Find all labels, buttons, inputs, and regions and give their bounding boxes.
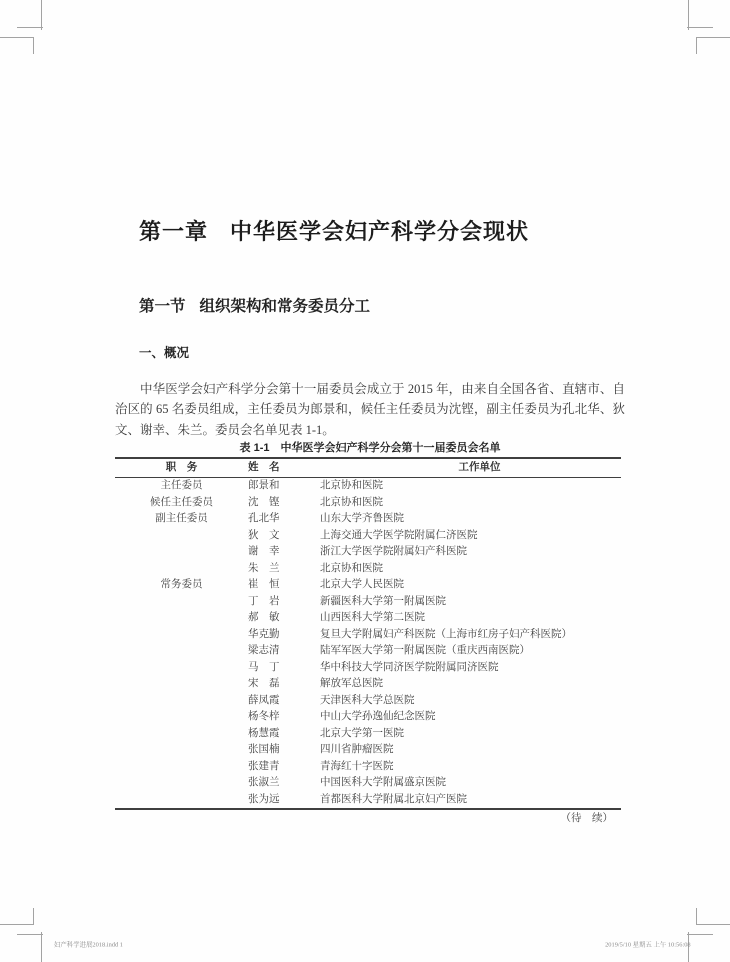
cell-org: 北京协和医院 bbox=[320, 496, 383, 508]
cell-org: 山东大学齐鲁医院 bbox=[320, 513, 404, 524]
section-title-text: 组织架构和常务委员分工 bbox=[199, 297, 371, 315]
table-row bbox=[115, 742, 621, 759]
table-row bbox=[115, 511, 621, 528]
cell-org: 北京协和医院 bbox=[320, 480, 383, 491]
cell-name: 宋 磊 bbox=[248, 678, 280, 689]
table-row bbox=[115, 610, 621, 627]
cell-name: 郎景和 bbox=[248, 480, 280, 491]
committee-table bbox=[115, 457, 621, 810]
cell-org: 北京大学第一医院 bbox=[320, 727, 404, 739]
cell-role bbox=[115, 610, 248, 627]
cell-role bbox=[115, 544, 248, 561]
table-row bbox=[115, 594, 621, 611]
cell-name: 丁 岩 bbox=[248, 595, 280, 607]
cell-role bbox=[115, 693, 248, 710]
cell-name: 郝 敏 bbox=[248, 612, 280, 623]
table-row bbox=[115, 544, 621, 561]
table-row bbox=[115, 693, 621, 710]
table-row bbox=[115, 709, 621, 726]
cell-org: 首都医科大学附属北京妇产医院 bbox=[320, 793, 467, 805]
cell-org: 陆军军医大学第一附属医院（重庆西南医院） bbox=[320, 645, 530, 656]
crop-mark-bottom-right bbox=[674, 906, 730, 962]
cell-role bbox=[115, 759, 248, 776]
footer-filename: 妇产科学进展2018.indd 1 bbox=[54, 941, 123, 949]
cell-org: 北京大学人民医院 bbox=[320, 579, 404, 590]
cell-role bbox=[115, 643, 248, 660]
cell-role bbox=[115, 594, 248, 611]
cell-role: 副主任委员 bbox=[155, 513, 208, 524]
cell-org: 四川省肿瘤医院 bbox=[320, 744, 394, 755]
table-row bbox=[115, 577, 621, 594]
cell-role: 常务委员 bbox=[160, 579, 203, 590]
table-row bbox=[115, 726, 621, 743]
cell-name: 张淑兰 bbox=[248, 777, 280, 788]
cell-role bbox=[115, 775, 248, 792]
section-number: 第一节 bbox=[139, 297, 186, 315]
cell-role bbox=[115, 709, 248, 726]
cell-name: 谢 幸 bbox=[248, 546, 280, 557]
cell-org: 新疆医科大学第一附属医院 bbox=[320, 595, 446, 607]
cell-name: 狄 文 bbox=[248, 529, 280, 541]
crop-mark-top-left bbox=[0, 0, 56, 56]
column-header-name: 姓 名 bbox=[248, 462, 280, 473]
cell-org: 解放军总医院 bbox=[320, 678, 383, 689]
table-row bbox=[115, 478, 621, 495]
cell-org: 上海交通大学医学院附属仁济医院 bbox=[320, 529, 478, 541]
table-row bbox=[115, 792, 621, 809]
cell-name: 薛凤霞 bbox=[248, 694, 280, 706]
column-header-org: 工作单位 bbox=[458, 462, 501, 473]
subsection-title: 一、概况 bbox=[139, 345, 190, 360]
cell-name: 沈 铿 bbox=[248, 496, 280, 508]
column-header-role: 职 务 bbox=[165, 462, 198, 473]
chapter-title bbox=[139, 215, 529, 246]
cell-org: 天津医科大学总医院 bbox=[320, 694, 415, 706]
cell-org: 青海红十字医院 bbox=[320, 760, 394, 772]
cell-org: 中山大学孙逸仙纪念医院 bbox=[320, 711, 436, 722]
table-header-row bbox=[115, 459, 621, 478]
cell-name: 张建青 bbox=[248, 760, 280, 772]
cell-org: 复旦大学附属妇产科医院（上海市红房子妇产科医院） bbox=[320, 628, 572, 640]
table-row bbox=[115, 676, 621, 693]
cell-name: 孔北华 bbox=[248, 513, 280, 524]
cell-role bbox=[115, 528, 248, 545]
cell-name: 华克勤 bbox=[248, 628, 280, 640]
table-caption: 表 1-1 中华医学会妇产科学分会第十一届委员会名单 bbox=[239, 442, 501, 454]
table-row bbox=[115, 775, 621, 792]
cell-role bbox=[115, 792, 248, 809]
chapter-number: 第一章 bbox=[139, 218, 209, 244]
cell-name: 张国楠 bbox=[248, 744, 280, 755]
cell-name: 杨慧霞 bbox=[248, 727, 280, 739]
cell-name: 杨冬梓 bbox=[248, 711, 280, 722]
cell-org: 中国医科大学附属盛京医院 bbox=[320, 777, 446, 788]
table-row bbox=[115, 660, 621, 677]
cell-role bbox=[115, 676, 248, 693]
cell-role bbox=[115, 726, 248, 743]
table-row bbox=[115, 528, 621, 545]
cell-role bbox=[115, 561, 248, 578]
crop-mark-top-right bbox=[674, 0, 730, 56]
table-row bbox=[115, 643, 621, 660]
cell-name: 朱 兰 bbox=[248, 562, 280, 574]
cell-role: 候任主任委员 bbox=[150, 496, 213, 508]
cell-role bbox=[115, 660, 248, 677]
cell-name: 张为远 bbox=[248, 793, 280, 805]
cell-name: 马 丁 bbox=[248, 661, 280, 673]
cell-org: 华中科技大学同济医学院附属同济医院 bbox=[320, 661, 499, 673]
table-row bbox=[115, 627, 621, 644]
cell-name: 梁志清 bbox=[248, 645, 280, 656]
table-row bbox=[115, 561, 621, 578]
section-title bbox=[139, 294, 370, 316]
cell-org: 浙江大学医学院附属妇产科医院 bbox=[320, 546, 467, 557]
cell-role: 主任委员 bbox=[160, 480, 203, 491]
cell-name: 崔 恒 bbox=[248, 579, 280, 590]
table-body bbox=[115, 478, 621, 808]
cell-role bbox=[115, 742, 248, 759]
cell-role bbox=[115, 627, 248, 644]
table-row bbox=[115, 495, 621, 512]
body-paragraph: 中华医学会妇产科学分会第十一届委员会成立于 2015 年，由来自全国各省、直辖市、自治区的 65 名委员组成，主任委员为郎景和，候任主任委员为沈铿，副主任委员为孔北华、狄文、谢幸、朱兰。委员会名单见表 1-1。 bbox=[115, 381, 625, 437]
footer-timestamp: 2019/5/10 星期五 上午 10:56:08 bbox=[605, 941, 691, 949]
crop-mark-bottom-left bbox=[0, 906, 56, 962]
chapter-title-text: 中华医学会妇产科学分会现状 bbox=[230, 218, 530, 244]
table-row bbox=[115, 759, 621, 776]
cell-org: 山西医科大学第二医院 bbox=[320, 612, 425, 623]
cell-org: 北京协和医院 bbox=[320, 562, 383, 574]
table-continued-note: （待 续） bbox=[560, 813, 613, 824]
